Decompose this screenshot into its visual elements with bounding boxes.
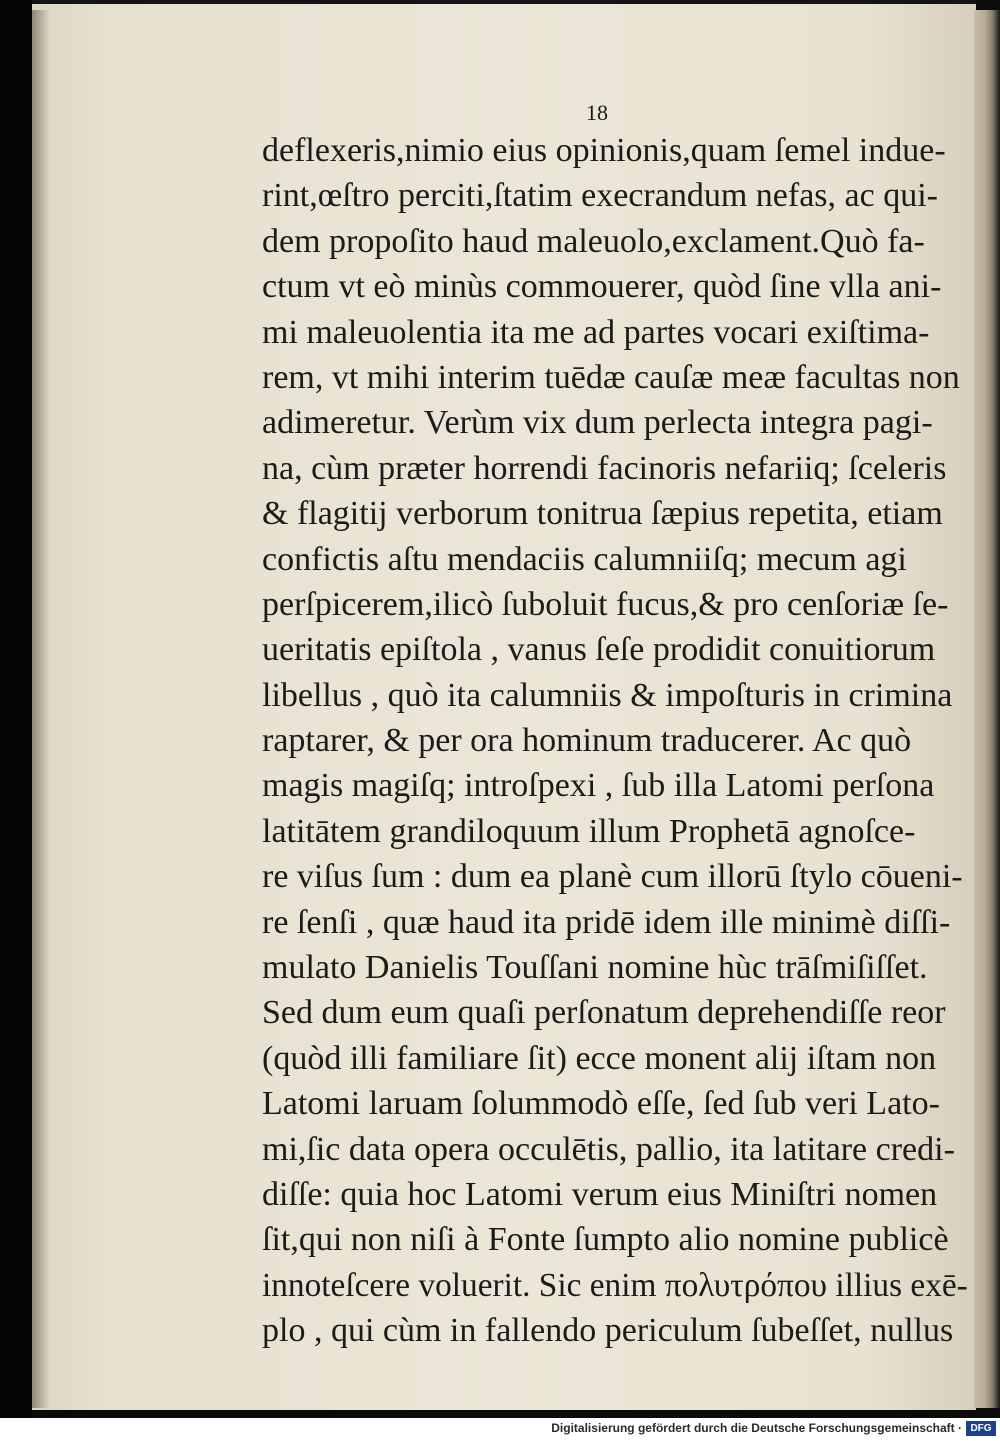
text-line: ſit,qui non niſi à Fonte ſumpto alio nomine publicè [262,1221,949,1259]
text-line: perſpicerem,ilicò ſuboluit fucus,& pro cenſoriæ ſe- [262,585,949,623]
text-line: latitātem grandiloquum illum Prophetā agnoſce- [262,812,916,850]
text-line: ueritatis epiſtola , vanus ſeſe prodidit conuitiorum [262,631,936,669]
text-line: deflexeris,nimio eius opinionis,quam ſemel indue- [262,132,946,169]
text-line: re viſus ſum : dum ea planè cum illorū ſtylo cōueni- [262,858,963,896]
text-line: ctum vt eò minùs commouerer, quòd ſine vlla ani- [262,268,942,306]
text-line: adimeretur. Verùm vix dum perlecta integra pagi- [262,404,933,442]
text-line: dem propoſito haud maleuolo,exclament.Quò fa- [262,222,925,260]
text-line: (quòd illi familiare ſit) ecce monent alij iſtam non [262,1039,937,1077]
text-line: rem, vt mihi interim tuēdæ cauſæ meæ facultas non [262,358,960,396]
page-text-block [262,128,968,1354]
text-line: raptarer, & per ora hominum traducerer. Ac quò [262,722,912,760]
text-line: magis magiſq; introſpexi , ſub illa Latomi perſona [262,767,935,805]
text-line: mi,ſic data opera occulētis, pallio, ita latitare credi- [262,1130,955,1168]
page-number: 18 [586,100,608,125]
dfg-logo-icon: DFG [966,1421,996,1436]
page-right-edge [974,10,1000,1408]
text-line: re ſenſi , quæ haud ita pridē idem ille minimè diſſi- [262,903,951,941]
text-line: confictis aſtu mendaciis calumniiſq; mecum agi [262,540,907,578]
text-line: plo , qui cùm in fallendo periculum ſubeſſet, nullus [262,1312,954,1350]
text-line: na, cùm præter horrendi facinoris nefariiq; ſceleris [262,449,947,487]
scan-left-border [0,0,32,1418]
text-line: Latomi laruam ſolummodò eſſe, ſed ſub veri Lato- [262,1085,940,1123]
text-line: mi maleuolentia ita me ad partes vocari exiſtima- [262,313,930,351]
text-line: Sed dum eum quaſi perſonatum deprehendiſſe reor [262,994,946,1032]
funding-credit: Digitalisierung gefördert durch die Deutsche Forschungsgemeinschaft · [551,1421,962,1435]
text-line: libellus , quò ita calumniis & impoſturis in crimina [262,676,953,714]
text-line: rint,œſtro perciti,ſtatim execrandum nefas, ac qui- [262,177,938,215]
text-line: diſſe: quia hoc Latomi verum eius Miniſtri nomen [262,1175,938,1213]
text-line: innoteſcere voluerit. Sic enim πολυτρόπου illius exē- [262,1266,968,1304]
text-line: & flagitij verborum tonitrua ſæpius repetita, etiam [262,495,943,533]
text-line: mulato Danielis Touſſani nomine hùc trāſmiſiſſet. [262,949,928,987]
page-gutter-shadow [32,10,50,1408]
